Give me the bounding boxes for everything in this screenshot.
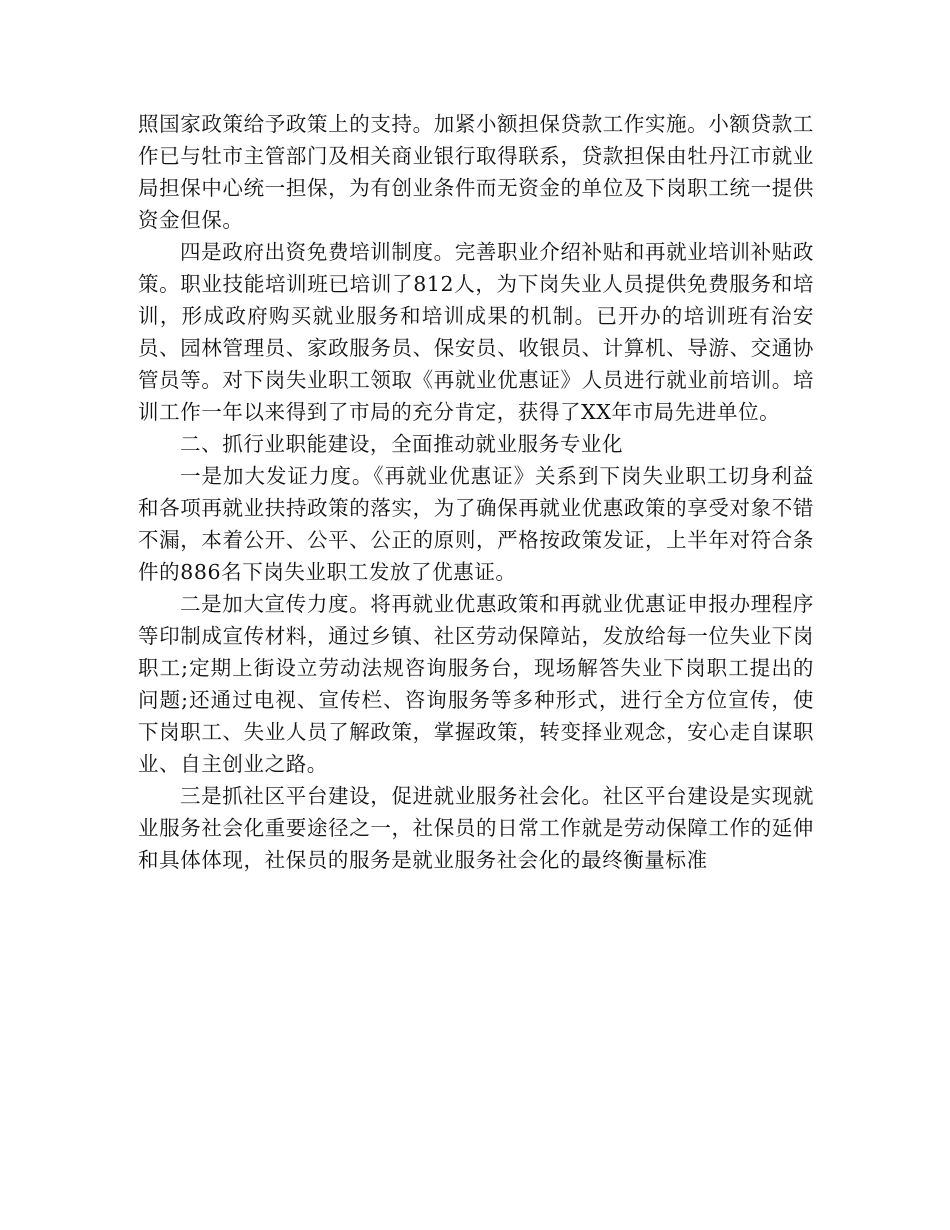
document-page (138, 108, 814, 876)
paragraph-publicity: 二是加大宣传力度。将再就业优惠政策和再就业优惠证申报办理程序等印制成宣传材料，通过乡镇、社区劳动保障站，发放给每一位失业下岗职工;定期上街设立劳动法规咨询服务台，现场解答失业下岗职工提出的问题;还通过电视、宣传栏、咨询服务等多种形式，进行全方位宣传，使下岗职工、失业人员了解政策，掌握政策，转变择业观念，安心走自谋职业、自主创业之路。 (138, 592, 814, 776)
section-heading-two: 二、抓行业职能建设，全面推动就业服务专业化 (180, 432, 624, 456)
paragraph-free-training: 四是政府出资免费培训制度。完善职业介绍补贴和再就业培训补贴政策。职业技能培训班已培训了812人，为下岗失业人员提供免费服务和培训，形成政府购买就业服务和培训成果的机制。已开办的培训班有治安员、园林管理员、家政服务员、保安员、收银员、计算机、导游、交通协管员等。对下岗失业职工领取《再就业优惠证》人员进行就业前培训。培训工作一年以来得到了市局的充分肯定，获得了XX年市局先进单位。 (138, 240, 814, 424)
paragraph-loan-guarantee: 照国家政策给予政策上的支持。加紧小额担保贷款工作实施。小额贷款工作已与牡市主管部门及相关商业银行取得联系，贷款担保由牡丹江市就业局担保中心统一担保，为有创业条件而无资金的单位及下岗职工统一提供资金但保。 (138, 112, 814, 232)
paragraph-community-platform: 三是抓社区平台建设，促进就业服务社会化。社区平台建设是实现就业服务社会化重要途径之一，社保员的日常工作就是劳动保障工作的延伸和具体体现，社保员的服务是就业服务社会化的最终衡量标准 (138, 784, 814, 872)
paragraph-certificate-issuance: 一是加大发证力度。《再就业优惠证》关系到下岗失业职工切身利益和各项再就业扶持政策的落实，为了确保再就业优惠政策的享受对象不错不漏，本着公开、公平、公正的原则，严格按政策发证，上半年对符合条件的886名下岗失业职工发放了优惠证。 (138, 464, 814, 584)
